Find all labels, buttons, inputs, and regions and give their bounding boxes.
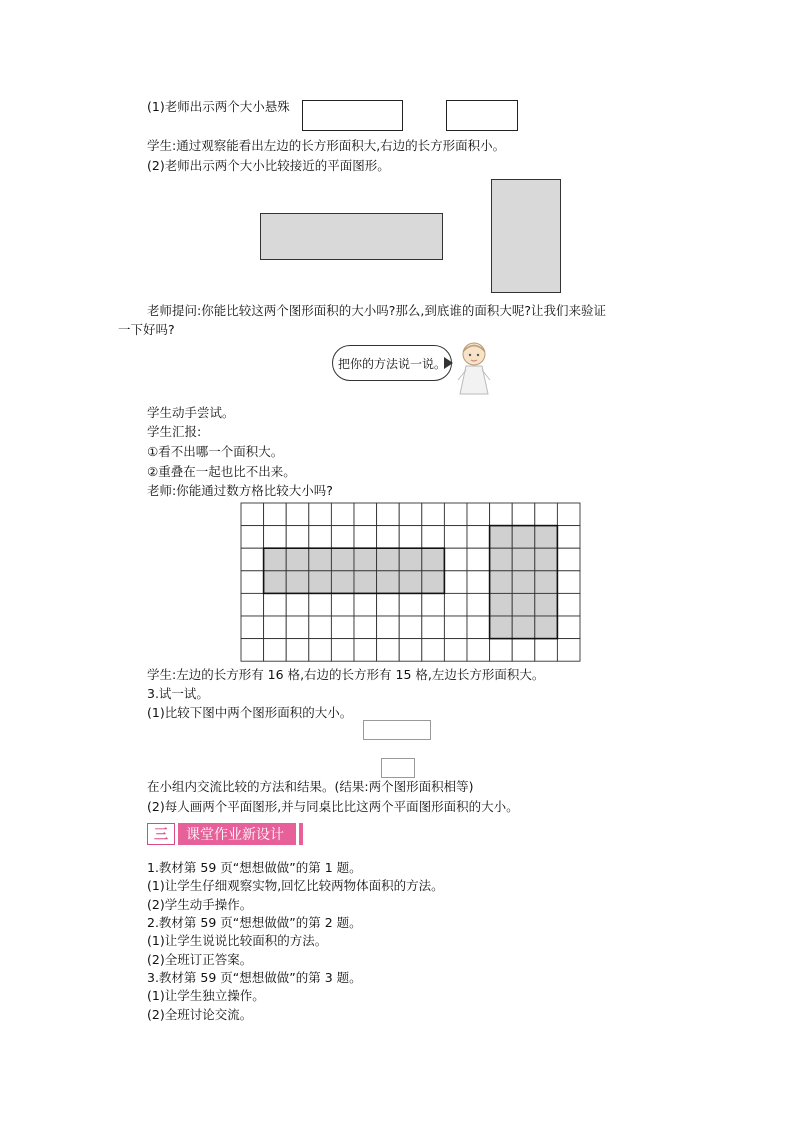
grid-cell: [490, 503, 513, 526]
grid-cell: [557, 526, 580, 549]
grid-cell: [264, 639, 287, 662]
grid-cell-shaded: [535, 616, 558, 639]
grid-cell: [377, 616, 400, 639]
grid-cell: [467, 593, 490, 616]
grid-cell: [467, 526, 490, 549]
text-line: (1)让学生仔细观察实物,回忆比较两物体面积的方法。: [147, 878, 444, 893]
text-line: (2)学生动手操作。: [147, 897, 253, 912]
grid-cell: [444, 616, 467, 639]
text-line: (2)每人画两个平面图形,并与同桌比比这两个平面图形面积的大小。: [147, 799, 519, 814]
grid-cell-shaded: [264, 571, 287, 594]
grid-cell-shaded: [490, 593, 513, 616]
grid-cell: [557, 639, 580, 662]
grid-cell-shaded: [422, 571, 445, 594]
grid-cell: [331, 526, 354, 549]
grid-cell: [512, 503, 535, 526]
text-line: (1)老师出示两个大小悬殊: [147, 99, 290, 114]
text-line: (2)全班订正答案。: [147, 952, 253, 967]
grid-cell: [557, 548, 580, 571]
grid-cell: [399, 593, 422, 616]
grid-cell: [512, 639, 535, 662]
text-line: (1)让学生独立操作。: [147, 988, 265, 1003]
grid-cell: [264, 503, 287, 526]
text-line: 老师:你能通过数方格比较大小吗?: [147, 483, 333, 498]
grid-cell: [444, 571, 467, 594]
text-line: 老师提问:你能比较这两个图形面积的大小吗?那么,到底谁的面积大呢?让我们来验证: [147, 303, 606, 318]
grid-cell: [444, 593, 467, 616]
grid-cell: [264, 526, 287, 549]
grid-cell: [286, 639, 309, 662]
text-line: 学生动手尝试。: [147, 405, 235, 420]
grid-cell: [557, 503, 580, 526]
grid-cell-shaded: [512, 548, 535, 571]
text-line: (2)老师出示两个大小比较接近的平面图形。: [147, 158, 390, 173]
grid-cell: [422, 639, 445, 662]
text-line: 2.教材第 59 页“想想做做”的第 2 题。: [147, 915, 362, 930]
section-number: 三: [147, 823, 175, 845]
grid-cell: [377, 593, 400, 616]
grid-cell: [399, 616, 422, 639]
text-line: ②重叠在一起也比不出来。: [147, 464, 296, 479]
grid-cell: [422, 616, 445, 639]
wide-rectangle-figure: [260, 213, 443, 260]
grid-cell: [286, 616, 309, 639]
text-line: (2)全班讨论交流。: [147, 1007, 253, 1022]
grid-cell: [241, 503, 264, 526]
grid-cell: [331, 593, 354, 616]
grid-cell-shaded: [399, 571, 422, 594]
grid-cell: [309, 526, 332, 549]
grid-cell: [354, 616, 377, 639]
grid-cell-shaded: [309, 548, 332, 571]
text-line: (1)让学生说说比较面积的方法。: [147, 933, 328, 948]
grid-cell-shaded: [490, 526, 513, 549]
grid-cell-shaded: [490, 548, 513, 571]
grid-cell: [241, 571, 264, 594]
girl-illustration-icon: [452, 340, 496, 396]
text-line: ①看不出哪一个面积大。: [147, 444, 284, 459]
grid-cell: [399, 503, 422, 526]
grid-cell: [422, 593, 445, 616]
grid-cell: [422, 503, 445, 526]
grid-cell: [467, 548, 490, 571]
grid-cell-shaded: [264, 548, 287, 571]
grid-cell: [354, 593, 377, 616]
grid-cell-shaded: [331, 571, 354, 594]
grid-cell-shaded: [354, 571, 377, 594]
grid-cell: [286, 503, 309, 526]
text-line: 一下好吗?: [118, 322, 175, 337]
grid-cell-shaded: [535, 548, 558, 571]
grid-cell: [490, 639, 513, 662]
grid-cell: [286, 593, 309, 616]
grid-cell: [309, 503, 332, 526]
grid-cell: [354, 639, 377, 662]
tall-rectangle-figure: [491, 179, 561, 293]
banner-stripe: [299, 823, 303, 845]
grid-cell: [241, 548, 264, 571]
speech-bubble: [332, 345, 452, 381]
grid-cell: [422, 526, 445, 549]
text-line: (1)比较下图中两个图形面积的大小。: [147, 705, 353, 720]
grid-cell: [377, 503, 400, 526]
grid-cell-shaded: [535, 593, 558, 616]
grid-cell: [241, 593, 264, 616]
text-line: 1.教材第 59 页“想想做做”的第 1 题。: [147, 860, 362, 875]
grid-cell-shaded: [399, 548, 422, 571]
grid-cell-shaded: [512, 571, 535, 594]
grid-cell: [467, 616, 490, 639]
square-grid: [240, 502, 582, 663]
grid-cell: [535, 503, 558, 526]
grid-cell: [309, 639, 332, 662]
text-line: 在小组内交流比较的方法和结果。(结果:两个图形面积相等): [147, 779, 474, 794]
grid-cell: [399, 526, 422, 549]
grid-cell: [467, 571, 490, 594]
text-line: 学生汇报:: [147, 424, 202, 439]
small-rectangle-figure: [446, 100, 518, 131]
grid-cell-shaded: [422, 548, 445, 571]
grid-cell: [309, 616, 332, 639]
grid-cell-shaded: [286, 548, 309, 571]
compare-rectangle-figure: [363, 720, 431, 740]
grid-cell: [557, 616, 580, 639]
grid-cell: [444, 526, 467, 549]
grid-cell-shaded: [512, 526, 535, 549]
grid-cell: [241, 526, 264, 549]
grid-cell: [444, 503, 467, 526]
grid-cell: [354, 526, 377, 549]
text-line: 3.教材第 59 页“想想做做”的第 3 题。: [147, 970, 362, 985]
section-banner: [147, 823, 303, 845]
grid-cell: [557, 593, 580, 616]
grid-cell-shaded: [377, 548, 400, 571]
compare-square-figure: [381, 758, 415, 778]
grid-cell-shaded: [354, 548, 377, 571]
grid-cell-shaded: [512, 593, 535, 616]
grid-cell: [264, 593, 287, 616]
grid-cell: [354, 503, 377, 526]
grid-cell: [286, 526, 309, 549]
grid-cell-shaded: [286, 571, 309, 594]
grid-cell: [331, 616, 354, 639]
grid-cell: [444, 639, 467, 662]
grid-cell: [535, 639, 558, 662]
grid-cell-shaded: [512, 616, 535, 639]
grid-cell: [264, 616, 287, 639]
grid-cell: [399, 639, 422, 662]
grid-cell: [331, 503, 354, 526]
grid-cell-shaded: [331, 548, 354, 571]
speech-bubble-text: 把你的方法说一说。: [337, 356, 446, 371]
grid-cell: [467, 503, 490, 526]
grid-cell-shaded: [490, 616, 513, 639]
grid-cell: [467, 639, 490, 662]
grid-cell-shaded: [377, 571, 400, 594]
grid-cell: [377, 526, 400, 549]
grid-cell-shaded: [490, 571, 513, 594]
grid-cell: [331, 639, 354, 662]
large-rectangle-figure: [302, 100, 403, 131]
grid-cell-shaded: [535, 571, 558, 594]
text-line: 学生:通过观察能看出左边的长方形面积大,右边的长方形面积小。: [147, 138, 506, 153]
text-line: 3.试一试。: [147, 686, 209, 701]
grid-cell: [377, 639, 400, 662]
grid-cell-shaded: [535, 526, 558, 549]
grid-cell: [557, 571, 580, 594]
grid-cell: [444, 548, 467, 571]
grid-cell: [241, 616, 264, 639]
grid-cell: [241, 639, 264, 662]
grid-cell: [309, 593, 332, 616]
text-line: 学生:左边的长方形有 16 格,右边的长方形有 15 格,左边长方形面积大。: [147, 667, 545, 682]
section-title: 课堂作业新设计: [178, 823, 296, 845]
grid-cell-shaded: [309, 571, 332, 594]
